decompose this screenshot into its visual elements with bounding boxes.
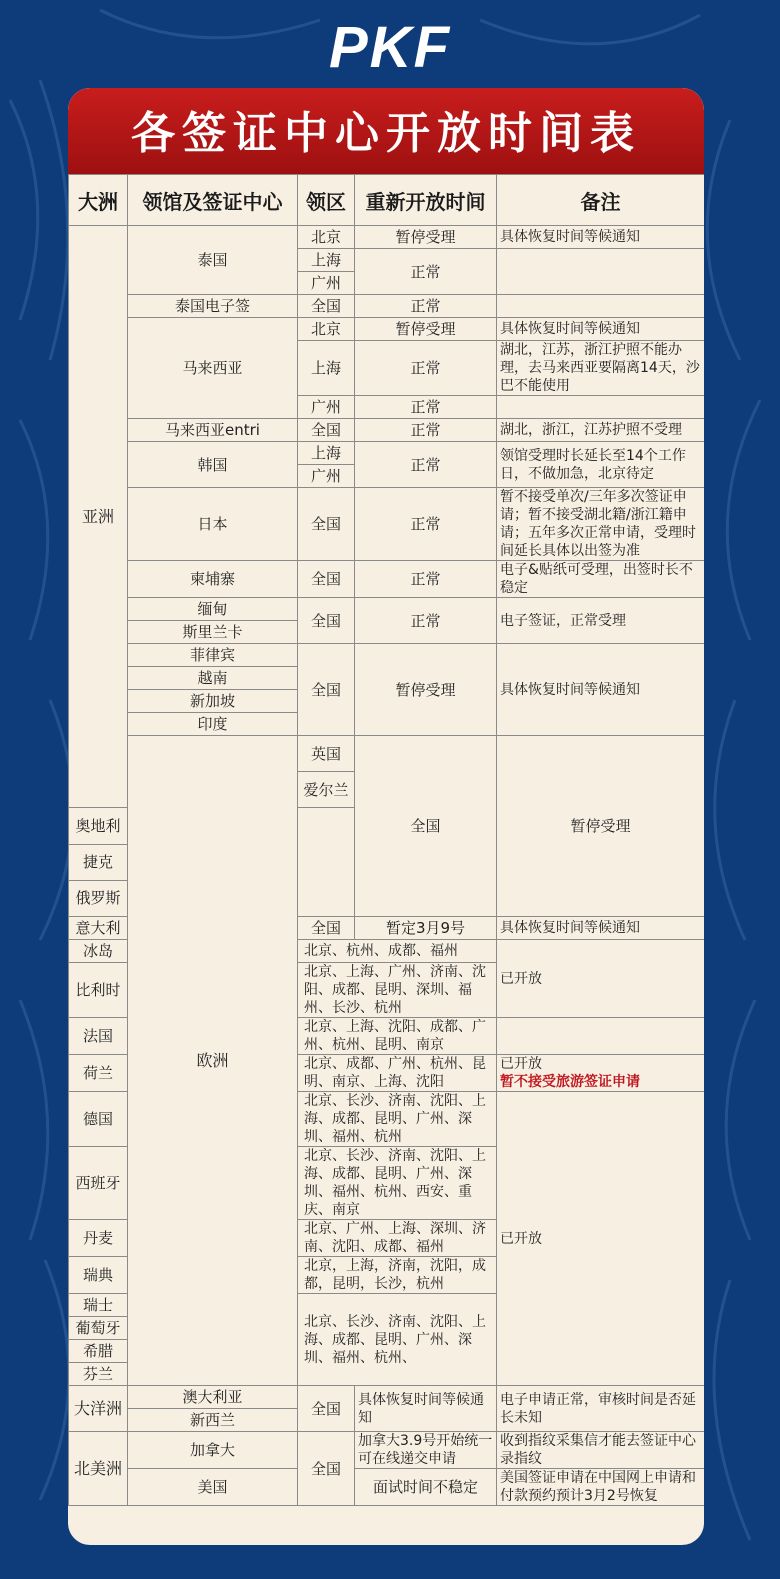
table-row <box>69 598 705 621</box>
center-srilanka: 斯里兰卡 <box>128 621 298 644</box>
center-sweden: 瑞典 <box>69 1257 128 1294</box>
reopen-cell: 暂定3月9号 <box>355 917 497 940</box>
center-denmark: 丹麦 <box>69 1220 128 1257</box>
center-vietnam: 越南 <box>128 667 298 690</box>
table-row <box>69 318 705 341</box>
reopen-cell: 正常 <box>355 341 497 396</box>
table-row <box>69 295 705 318</box>
header-continent: 大洲 <box>69 175 128 226</box>
table-row <box>69 442 705 465</box>
region-cell: 全国 <box>298 1432 355 1506</box>
center-canada: 加拿大 <box>128 1432 298 1469</box>
region-cell: 上海 <box>298 341 355 396</box>
center-portugal: 葡萄牙 <box>69 1317 128 1340</box>
center-greece: 希腊 <box>69 1340 128 1363</box>
center-germany: 德国 <box>69 1092 128 1147</box>
center-korea: 韩国 <box>128 442 298 488</box>
center-finland: 芬兰 <box>69 1363 128 1386</box>
center-myanmar: 缅甸 <box>128 598 298 621</box>
region-cell: 广州 <box>298 272 355 295</box>
remark-cell: 具体恢复时间等候通知 <box>497 226 705 249</box>
center-france: 法国 <box>69 1018 128 1055</box>
region-cell: 广州 <box>298 465 355 488</box>
region-cell: 全国 <box>298 917 355 940</box>
header-row <box>69 175 705 226</box>
schedule-table <box>68 174 704 1506</box>
center-malaysia: 马来西亚 <box>128 318 298 419</box>
region-cell: 北京 <box>298 318 355 341</box>
remark-cell: 领馆受理时长延长至14个工作日，不做加急，北京待定 <box>497 442 705 488</box>
reopen-cell: 正常 <box>355 488 497 561</box>
city-list: 北京、杭州、成都、福州 <box>298 940 497 963</box>
region-cell: 全国 <box>298 598 355 644</box>
continent-europe: 欧洲 <box>128 736 298 1386</box>
city-list: 北京、成都、广州、杭州、昆明、南京、上海、沈阳 <box>298 1055 497 1092</box>
city-list: 北京、上海、广州、济南、沈阳、成都、昆明、深圳、福州、长沙、杭州 <box>298 963 497 1018</box>
reopen-cell: 正常 <box>355 396 497 419</box>
table-row <box>69 1386 705 1409</box>
header-center: 领馆及签证中心 <box>128 175 298 226</box>
remark-cell: 暂不接受单次/三年多次签证申请；暂不接受湖北籍/浙江籍申请；五年多次正常申请，受理时间延长具体以出签为准 <box>497 488 705 561</box>
region-cell: 上海 <box>298 249 355 272</box>
remark-cell: 已开放 <box>497 1092 705 1386</box>
center-uk: 英国 <box>298 736 355 772</box>
remark-opened: 已开放 <box>500 1056 542 1072</box>
center-malaysia-entri: 马来西亚entri <box>128 419 298 442</box>
remark-cell: 具体恢复时间等候通知 <box>497 318 705 341</box>
region-cell: 全国 <box>355 736 497 917</box>
center-thailand: 泰国 <box>128 226 298 295</box>
center-australia: 澳大利亚 <box>128 1386 298 1409</box>
region-cell: 全国 <box>298 644 355 736</box>
center-newzealand: 新西兰 <box>128 1409 298 1432</box>
table-row <box>69 644 705 667</box>
reopen-cell: 暂停受理 <box>355 226 497 249</box>
reopen-cell: 加拿大3.9号开始统一可在线递交申请 <box>355 1432 497 1469</box>
header-region: 领区 <box>298 175 355 226</box>
header-remark: 备注 <box>497 175 705 226</box>
region-cell: 全国 <box>298 1386 355 1432</box>
city-list: 北京、长沙、济南、沈阳、上海、成都、昆明、广州、深圳、福州、杭州 <box>298 1092 497 1147</box>
remark-cell: 已开放 <box>497 940 705 1018</box>
remark-cell <box>497 295 705 318</box>
region-cell: 上海 <box>298 442 355 465</box>
center-philippines: 菲律宾 <box>128 644 298 667</box>
region-cell: 全国 <box>298 419 355 442</box>
remark-cell: 电子签证，正常受理 <box>497 598 705 644</box>
reopen-cell: 面试时间不稳定 <box>355 1469 497 1506</box>
remark-cell: 具体恢复时间等候通知 <box>497 644 705 736</box>
header-reopen: 重新开放时间 <box>355 175 497 226</box>
city-list: 北京、广州、上海、深圳、济南、沈阳、成都、福州 <box>298 1220 497 1257</box>
pkf-logo: PKF <box>329 15 451 80</box>
center-usa: 美国 <box>128 1469 298 1506</box>
reopen-cell: 具体恢复时间等候通知 <box>355 1386 497 1432</box>
remark-cell <box>497 396 705 419</box>
center-switzerland: 瑞士 <box>69 1294 128 1317</box>
city-list: 北京、长沙、济南、沈阳、上海、成都、昆明、广州、深圳、福州、杭州、西安、重庆、南京 <box>298 1147 497 1220</box>
region-cell: 全国 <box>298 561 355 598</box>
reopen-cell: 暂停受理 <box>497 736 705 917</box>
continent-oceania: 大洋洲 <box>69 1386 128 1432</box>
remark-cell: 电子申请正常，审核时间是否延长未知 <box>497 1386 705 1432</box>
center-spain: 西班牙 <box>69 1147 128 1220</box>
table-row <box>69 419 705 442</box>
table-row <box>69 226 705 249</box>
reopen-cell: 暂停受理 <box>355 644 497 736</box>
region-cell: 广州 <box>298 396 355 419</box>
city-list: 北京，上海，济南，沈阳，成都，昆明，长沙，杭州 <box>298 1257 497 1294</box>
remark-cell: 湖北，江苏，浙江护照不能办理，去马来西亚要隔离14天，沙巴不能使用 <box>497 341 705 396</box>
reopen-cell: 正常 <box>355 295 497 318</box>
center-japan: 日本 <box>128 488 298 561</box>
continent-north-america: 北美洲 <box>69 1432 128 1506</box>
remark-cell: 电子&贴纸可受理，出签时长不稳定 <box>497 561 705 598</box>
center-italy: 意大利 <box>69 917 128 940</box>
remark-cell: 美国签证申请在中国网上申请和付款预约预计3月2号恢复 <box>497 1469 705 1506</box>
city-list: 北京、上海、沈阳、成都、广州、杭州、昆明、南京 <box>298 1018 497 1055</box>
page-title: 各签证中心开放时间表 <box>68 88 704 174</box>
remark-warning: 暂不接受旅游签证申请 <box>500 1074 640 1090</box>
reopen-cell: 暂停受理 <box>355 318 497 341</box>
region-cell: 全国 <box>298 488 355 561</box>
center-belgium: 比利时 <box>69 963 128 1018</box>
remark-cell <box>497 1018 705 1055</box>
reopen-cell: 正常 <box>355 419 497 442</box>
reopen-cell: 正常 <box>355 442 497 488</box>
center-austria: 奥地利 <box>69 808 128 844</box>
center-netherlands: 荷兰 <box>69 1055 128 1092</box>
center-czech: 捷克 <box>69 844 128 880</box>
city-list: 北京、长沙、济南、沈阳、上海、成都、昆明、广州、深圳、福州、杭州、 <box>298 1294 497 1386</box>
center-singapore: 新加坡 <box>128 690 298 713</box>
center-iceland: 冰岛 <box>69 940 128 963</box>
center-india: 印度 <box>128 713 298 736</box>
remark-cell: 具体恢复时间等候通知 <box>497 917 705 940</box>
reopen-cell: 正常 <box>355 561 497 598</box>
remark-cell <box>497 1055 705 1092</box>
remark-cell: 收到指纹采集信才能去签证中心录指纹 <box>497 1432 705 1469</box>
remark-cell <box>497 249 705 295</box>
reopen-cell: 正常 <box>355 249 497 295</box>
reopen-cell: 正常 <box>355 598 497 644</box>
region-cell: 全国 <box>298 295 355 318</box>
center-ireland: 爱尔兰 <box>298 772 355 808</box>
table-row <box>69 736 705 772</box>
continent-asia: 亚洲 <box>69 226 128 808</box>
schedule-card <box>68 88 704 1545</box>
center-thailand-evisa: 泰国电子签 <box>128 295 298 318</box>
region-cell: 北京 <box>298 226 355 249</box>
remark-cell: 湖北，浙江，江苏护照不受理 <box>497 419 705 442</box>
center-cambodia: 柬埔寨 <box>128 561 298 598</box>
center-russia: 俄罗斯 <box>69 880 128 916</box>
